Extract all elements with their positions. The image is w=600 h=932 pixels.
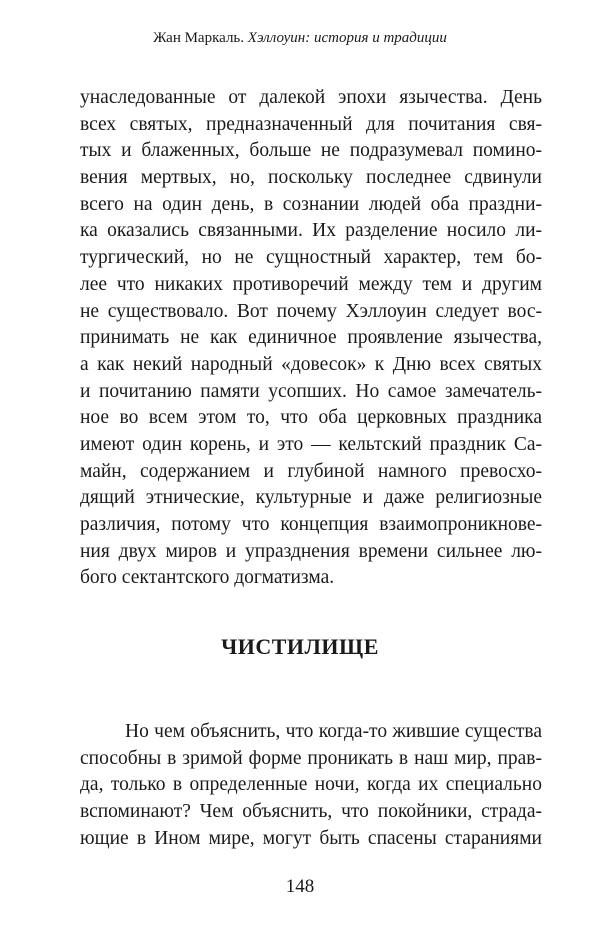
text-line: и почитанию памяти усопших. Но самое замечатель- <box>80 380 542 402</box>
text-line: всех святых, предназначенный для почитания свя- <box>80 113 542 135</box>
text-line: имеют один корень, и это — кельтский праздник Са- <box>80 433 542 455</box>
text-line: тых и блаженных, больше не подразумевал помино- <box>80 140 542 162</box>
paragraph-1 <box>80 85 542 592</box>
text-line: да, только в определенные ночи, когда их специально <box>80 774 542 796</box>
text-line: вспоминают? Чем объяснить, что покойники, страда- <box>80 801 542 823</box>
text-line: тургический, но не сущностный характер, тем бо- <box>80 247 542 269</box>
running-head <box>0 30 600 47</box>
text-line: всего на один день, в сознании людей оба праздни- <box>80 193 542 215</box>
running-head-author: Жан Маркаль. <box>153 30 245 46</box>
text-line: ка оказались связанными. Их разделение носило ли- <box>80 220 542 242</box>
text-line: а как некий народный «довесок» к Дню всех святых <box>80 353 542 375</box>
text-line: способны в зримой форме проникать в наш мир, прав- <box>80 747 542 769</box>
section-heading: ЧИСТИЛИЩЕ <box>221 634 379 659</box>
text-line: лее что никаких противоречий между тем и другим <box>80 273 542 295</box>
text-line: ющие в Ином мире, могут быть спасены стараниями <box>80 827 542 849</box>
text-line: майн, содержанием и глубиной намного превосхо- <box>80 460 542 482</box>
paragraph-2 <box>80 719 542 852</box>
text-line: дящий этнические, культурные и даже религиозные <box>80 487 542 509</box>
text-line: различия, потому что концепция взаимопроникнове- <box>80 514 542 535</box>
text-line: ния двух миров и упразднения времени сильнее лю- <box>80 540 542 562</box>
text-line: унаследованные от далекой эпохи язычества. День <box>80 87 542 108</box>
text-line: вения мертвых, но, поскольку последнее сдвинули <box>80 167 542 189</box>
page-number: 148 <box>285 876 315 897</box>
text-line: не существовало. Вот почему Хэллоуин следует вос- <box>80 300 542 322</box>
text-line: принимать не как единичное проявление язычества, <box>80 327 542 349</box>
text-line: бого сектантского догматизма. <box>80 567 335 589</box>
running-head-title: Хэллоуин: история и традиции <box>247 30 447 46</box>
text-line: Но чем объяснить, что когда-то жившие существа <box>125 721 542 742</box>
text-line: ное во всем этом то, что оба церковных праздника <box>80 407 542 429</box>
